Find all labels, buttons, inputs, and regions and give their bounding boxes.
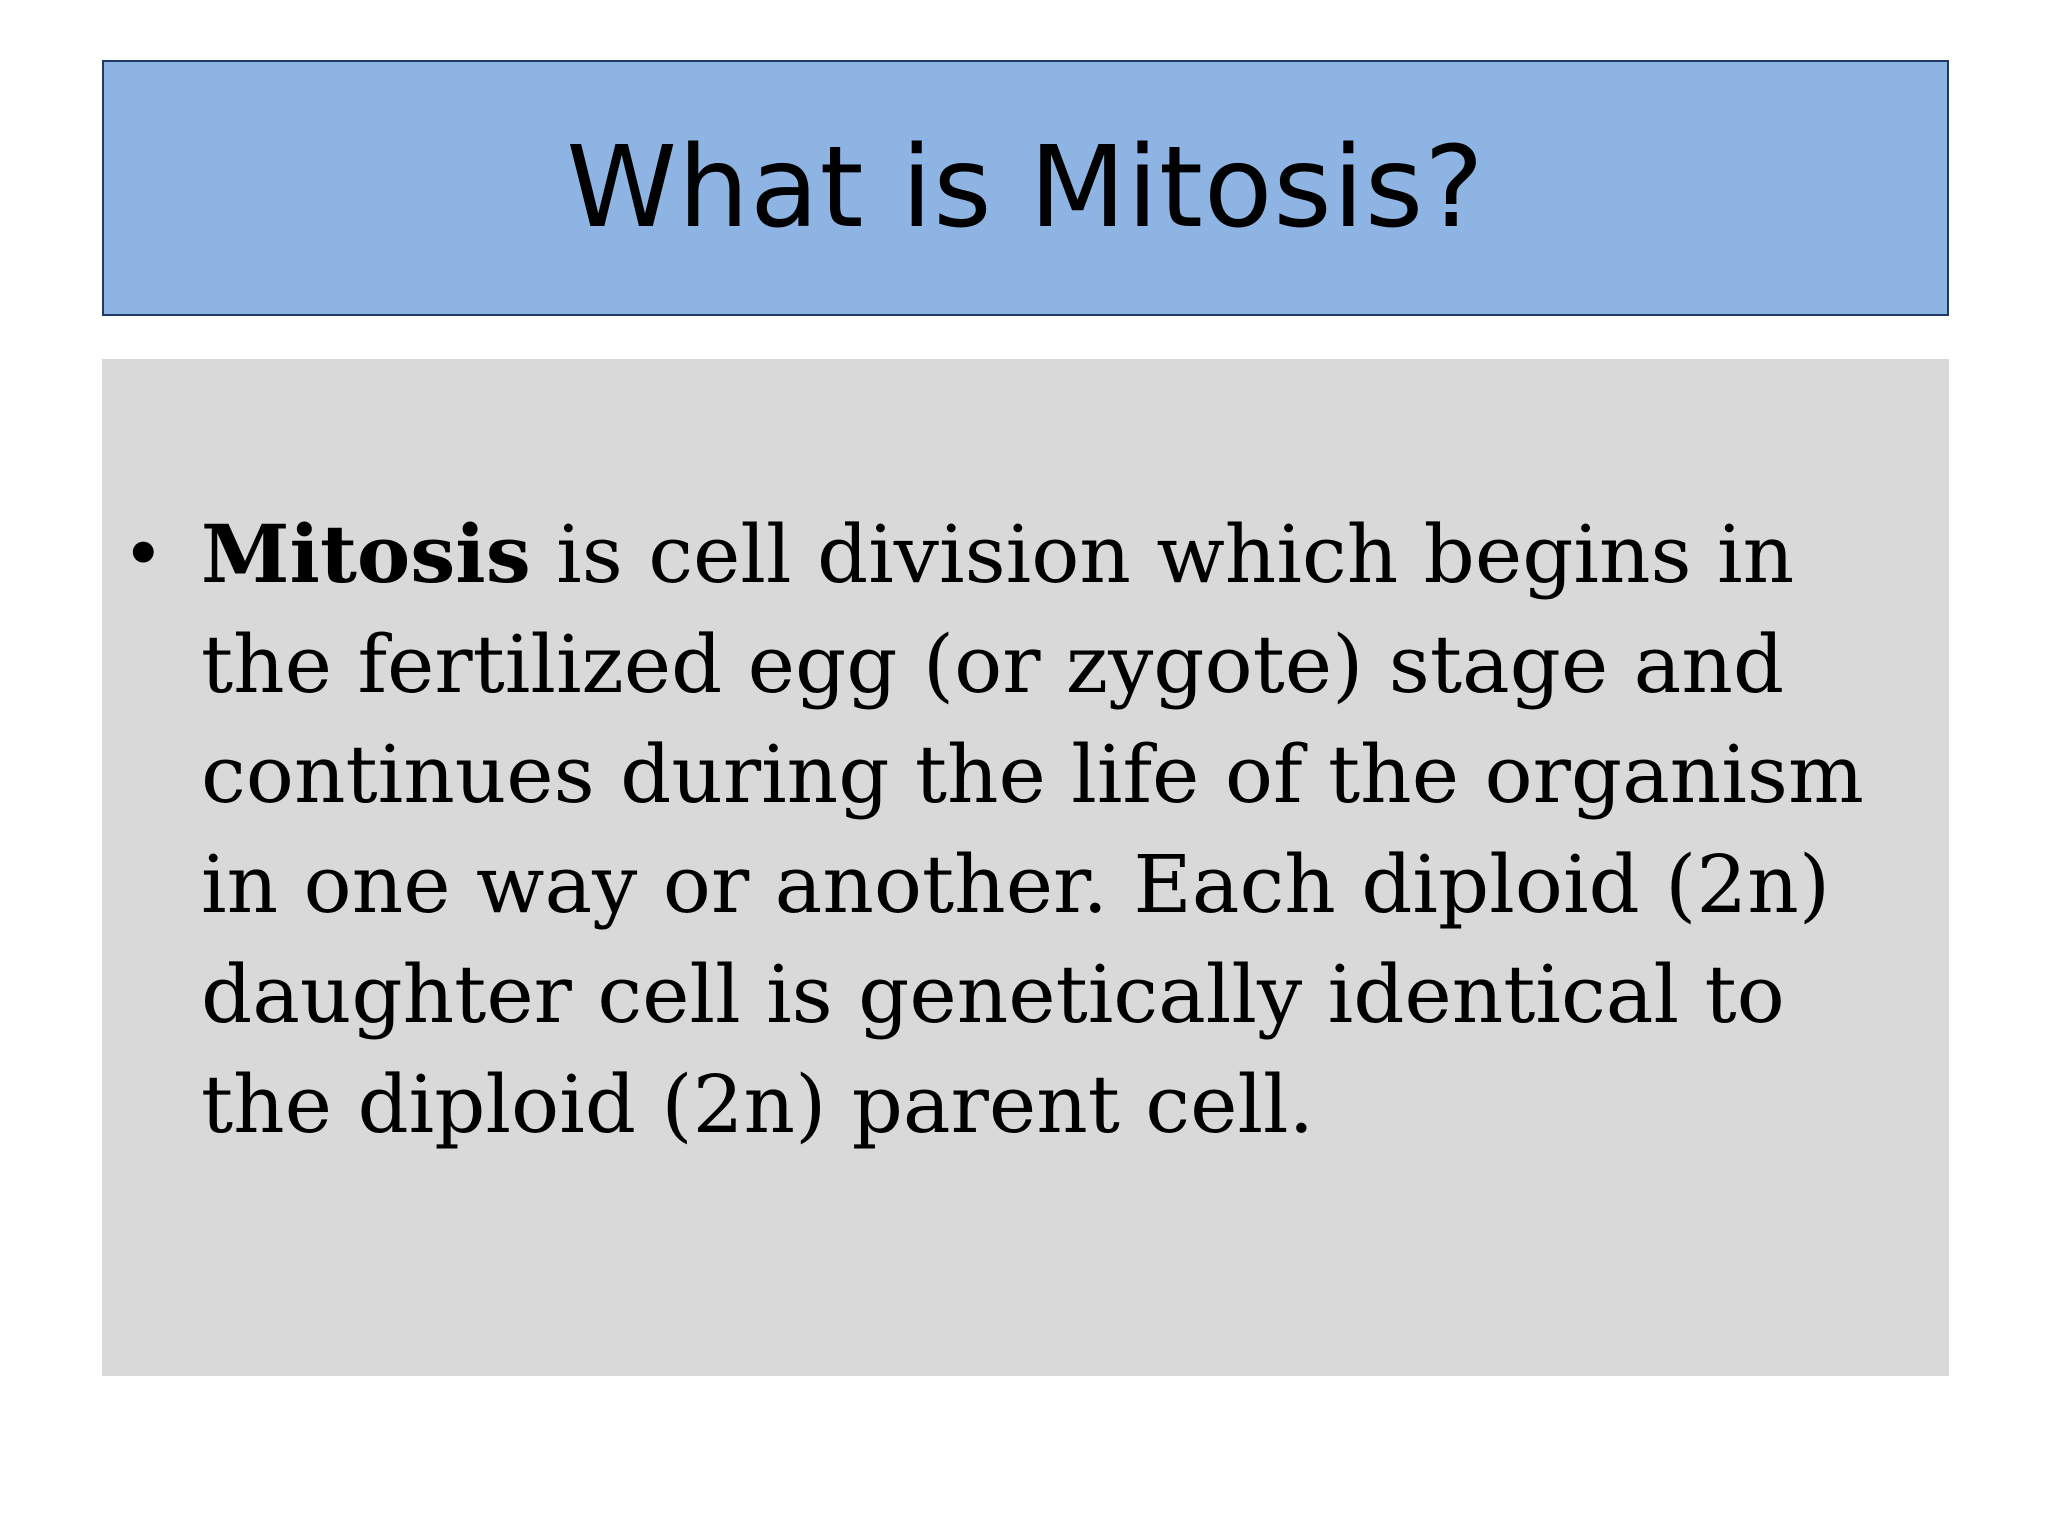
bullet-marker: • xyxy=(122,512,165,596)
bullet-item xyxy=(122,499,1932,1160)
bullet-body: is cell division which begins in the fertilized egg (or zygote) stage and continues during the life of the organism in one way or another. Each diploid (2n) daughter cell is genetically identical to the diploid (2n) parent cell. xyxy=(201,508,1864,1151)
content-box xyxy=(102,359,1949,1376)
title-box xyxy=(102,60,1949,316)
bullet-text xyxy=(201,499,1932,1160)
slide-title: What is Mitosis? xyxy=(566,123,1485,253)
bullet-term: Mitosis xyxy=(201,507,531,601)
